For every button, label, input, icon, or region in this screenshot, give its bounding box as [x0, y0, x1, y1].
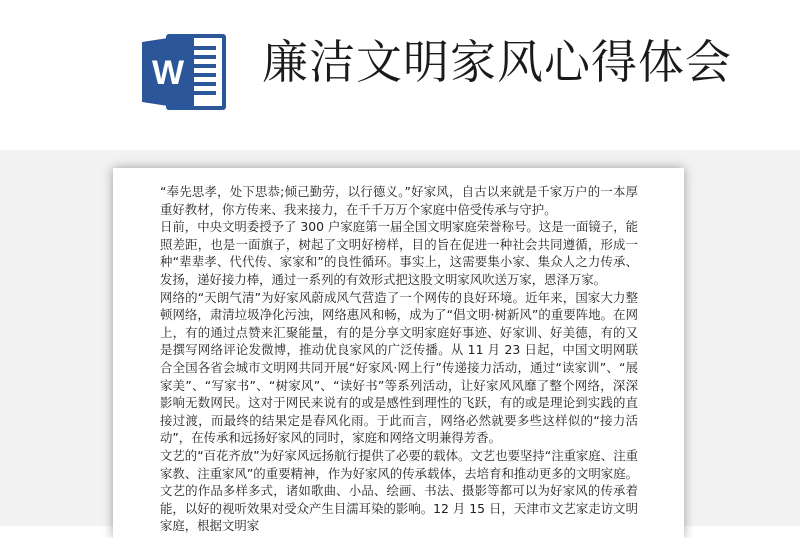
document-body	[160, 183, 638, 535]
svg-text:W: W	[151, 54, 185, 92]
page-title: 廉洁文明家风心得体会	[262, 35, 732, 89]
paragraph-2: 日前，中央文明委授予了 300 户家庭第一届全国文明家庭荣誉称号。这是一面镜子，能照差距，也是一面旗子，树起了文明好榜样，目的旨在促进一种社会共同遵循，形成一种“辈辈孝、代代传、家家和”的良性循环。事实上，这需要集小家、集众人之力传承、发扬，递好接力棒，通过一系列的有效形式把这股文明家风吹送万家，恩泽万家。	[160, 219, 638, 287]
word-document-icon	[140, 32, 232, 112]
paragraph-4: 文艺的“百花齐放”为好家风远扬航行提供了必要的载体。文艺也要坚持“注重家庭、注重家教、注重家风”的重要精神，作为好家风的传承载体，去培育和推动更多的文明家庭。文艺的作品多样多式，诸如歌曲、小品、绘画、书法、摄影等都可以为好家风的传承着能，以好的视听效果对受众产生目濡耳染的影响。12 月 15 日，天津市文艺家走访文明家庭，根据文明家	[160, 447, 638, 534]
header-banner	[0, 0, 800, 150]
paragraph-3: 网络的“天朗气清”为好家风蔚成风气营造了一个网传的良好环境。近年来，国家大力整顿网络，肃清垃圾净化污浊，网络惠风和畅，成为了“倡文明·树新风”的重要阵地。在网上，有的通过点赞来汇聚能量，有的是分享文明家庭好事迹、好家训、好美德，有的又是撰写网络评论发微博，推动优良家风的广泛传播。从 11 月 23 日起，中国文明网联合全国各省会城市文明网共同开展“好家风·网上行”传递接力活动，通过“读家训”、“展家美”、“写家书”、“树家风”、“读好书”等系列活动，让好家风风靡了整个网络，深深影响无数网民。这对于网民来说有的或是感性到理性的飞跃，有的或是理论到实践的直接过渡，而最终的结果定是春风化雨。于此而言，网络必然就要多些这样似的“接力活动”，在传承和远扬好家风的同时，家庭和网络文明兼得芳香。	[160, 289, 638, 446]
paragraph-1: “奉先思孝，处下思恭;倾己勤劳，以行德义。”好家风，自古以来就是千家万户的一本厚重好教材，你方传来、我来接力，在千千万万个家庭中倍受传承与守护。	[160, 184, 638, 217]
